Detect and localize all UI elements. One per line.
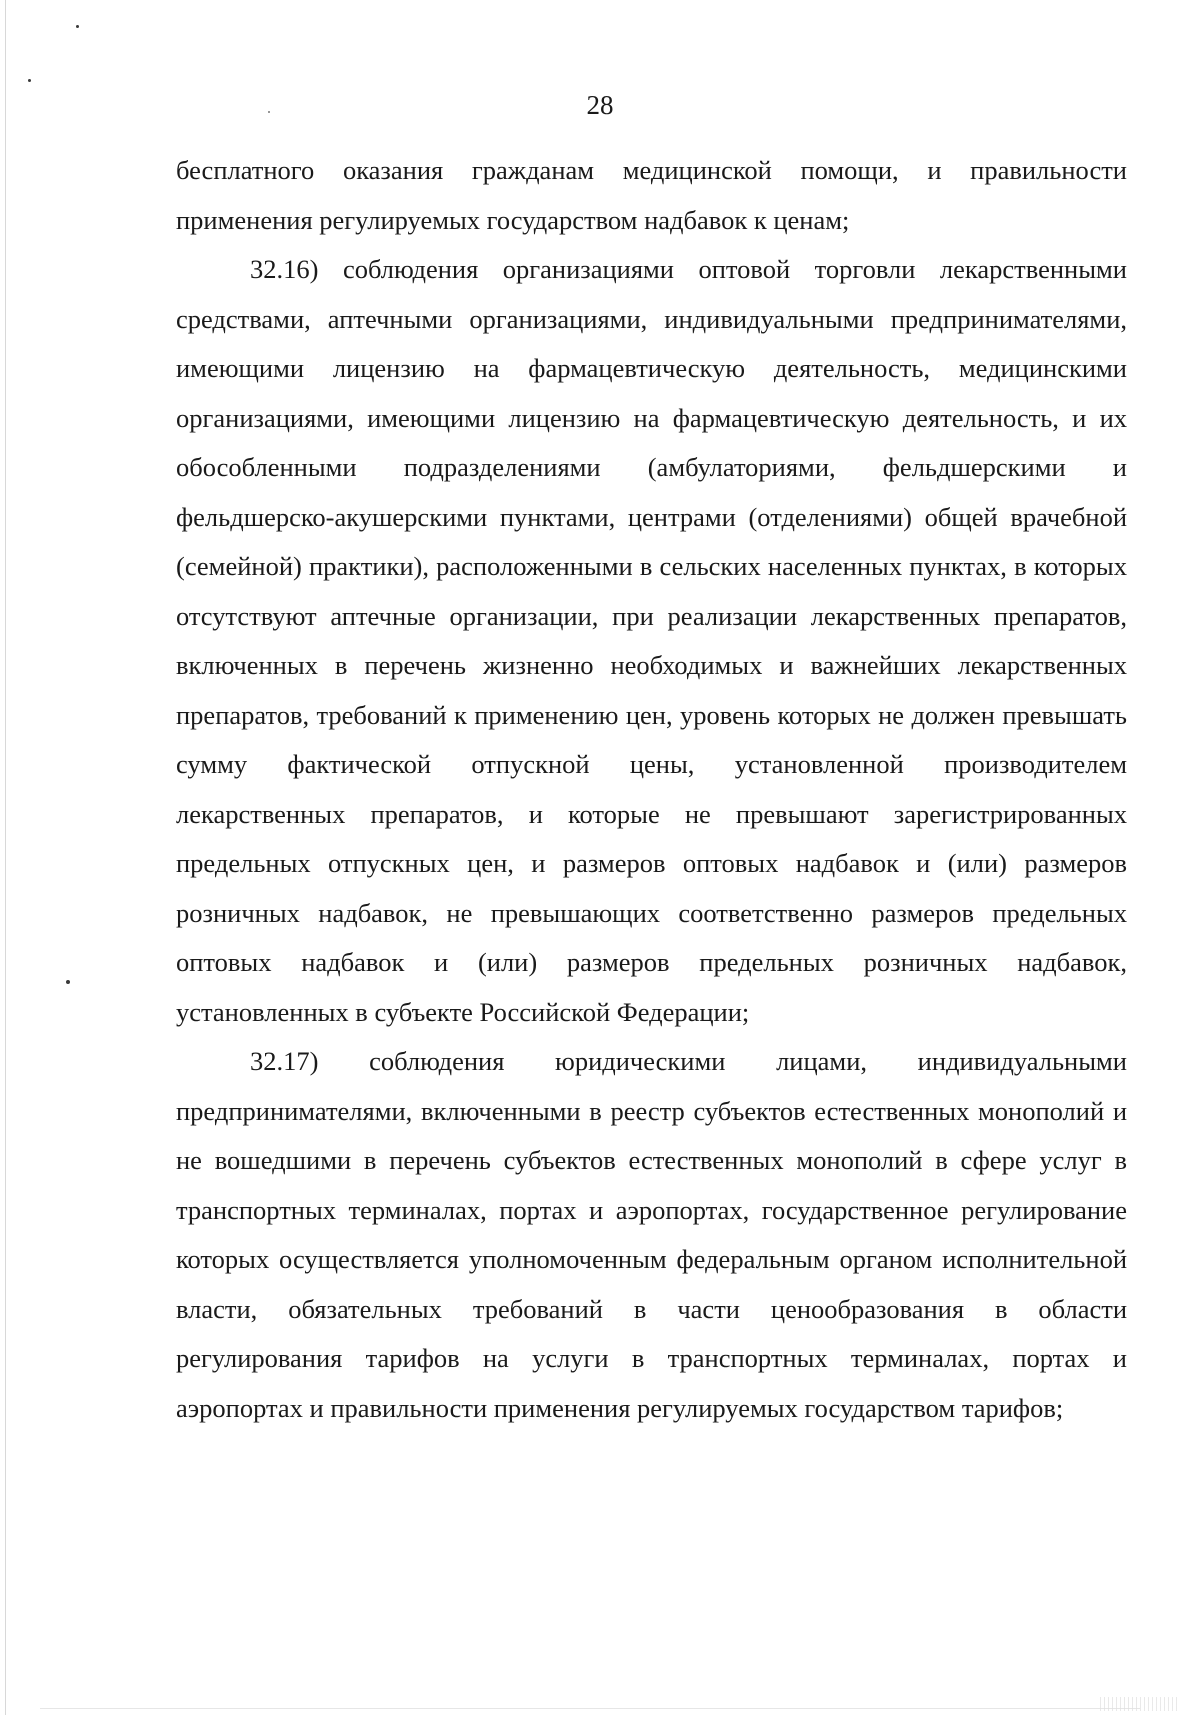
document-body: [176, 146, 1127, 1433]
scan-speck: [66, 980, 70, 984]
paragraph-continuation: бесплатного оказания гражданам медицинской помощи, и правильности применения регулируемых государством надбавок к ценам;: [176, 155, 1127, 235]
page-number: 28: [586, 90, 614, 120]
scan-bottom-edge: [40, 1708, 1140, 1709]
scan-speck: [28, 79, 31, 82]
scan-edge: [5, 0, 6, 1715]
scan-speck: [76, 25, 79, 28]
paragraph-32-17: 32.17) соблюдения юридическими лицами, индивидуальными предпринимателями, включенными в реестр субъектов естественных монополий и не вошедшими в перечень субъектов естественных монополий в сфере услуг в транспортных терминалах, портах и аэропортах, государственное регулирование которых осуществляется уполномоченным федеральным органом исполнительной власти, обязательных требований в части ценообразования в области регулирования тарифов на услуги в транспортных терминалах, портах и аэропортах и правильности применения регулируемых государством тарифов;: [176, 1046, 1127, 1423]
scan-noise: [1100, 1697, 1180, 1711]
paragraph-32-16: 32.16) соблюдения организациями оптовой торговли лекарственными средствами, аптечными организациями, индивидуальными предпринимателями, имеющими лицензию на фармацевтическую деятельность, медицинскими организациями, имеющими лицензию на фармацевтическую деятельность, и их обособленными подразделениями (амбулаториями, фельдшерскими и фельдшерско-акушерскими пунктами, центрами (отделениями) общей врачебной (семейной) практики), расположенными в сельских населенных пунктах, в которых отсутствуют аптечные организации, при реализации лекарственных препаратов, включенных в перечень жизненно необходимых и важнейших лекарственных препаратов, требований к применению цен, уровень которых не должен превышать сумму фактической отпускной цены, установленной производителем лекарственных препаратов, и которые не превышают зарегистрированных предельных отпускных цен, и размеров оптовых надбавок и (или) размеров розничных надбавок, не превышающих соответственно размеров предельных оптовых надбавок и (или) размеров предельных розничных надбавок, установленных в субъекте Российской Федерации;: [176, 254, 1127, 1027]
